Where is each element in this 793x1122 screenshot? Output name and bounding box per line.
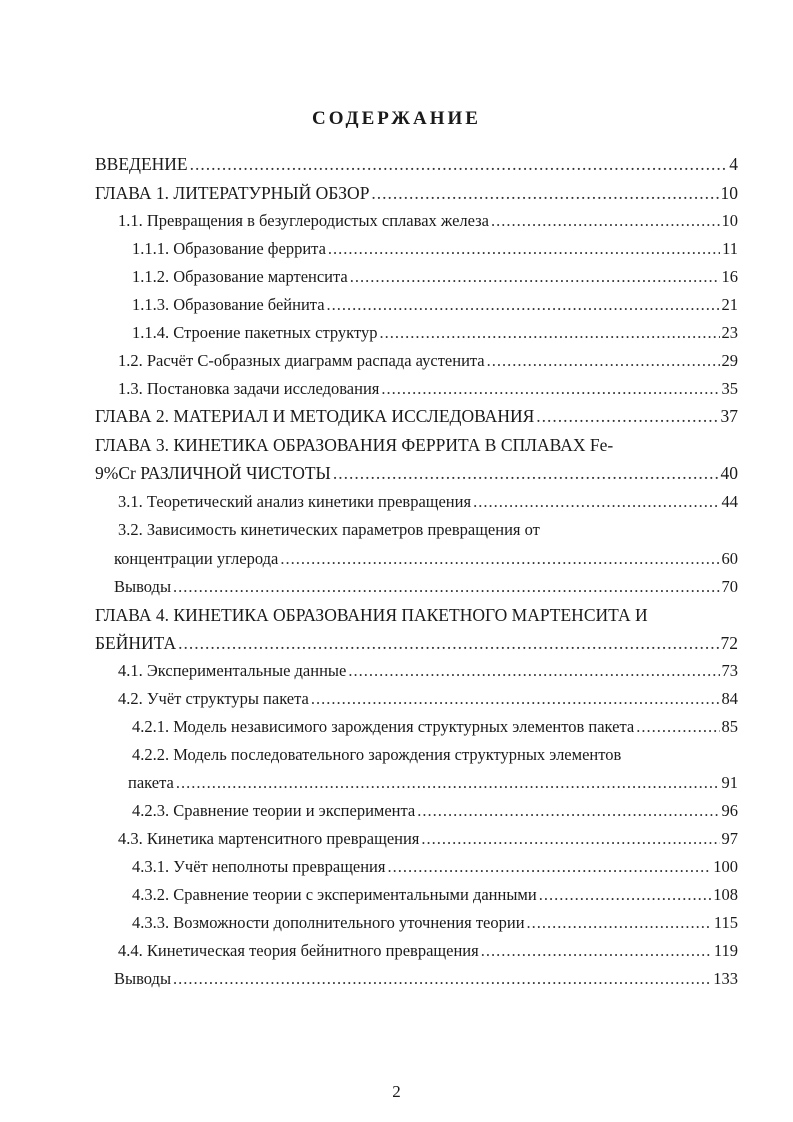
page-number: 2 — [392, 1082, 401, 1101]
toc-entry-chapter-3[interactable] — [95, 431, 738, 459]
toc-leader — [539, 881, 712, 909]
toc-leader — [280, 545, 719, 573]
toc-entry-label: 4.2.3. Сравнение теории и эксперимента — [132, 801, 416, 820]
toc-entry-4-4[interactable] — [118, 937, 738, 965]
toc-entry-page: 91 — [721, 773, 738, 792]
toc-entry-label: ГЛАВА 1. ЛИТЕРАТУРНЫЙ ОБЗОР — [95, 183, 370, 203]
toc-entry-1-3[interactable] — [118, 375, 738, 403]
toc-entry-label: пакета — [128, 773, 174, 792]
toc-entry-4-3[interactable] — [118, 825, 738, 853]
toc-leader — [311, 685, 720, 713]
toc-entry-label: 4.3.3. Возможности дополнительного уточнения теории — [132, 913, 525, 932]
toc-entry-page: 23 — [721, 323, 738, 342]
toc-leader — [417, 797, 719, 825]
toc-entry-page: 73 — [721, 661, 738, 680]
toc-entry-page: 11 — [722, 239, 738, 258]
toc-entry-page: 4 — [729, 154, 738, 174]
toc-entry-conclusions-3[interactable] — [114, 573, 738, 601]
toc-leader — [176, 769, 720, 797]
toc-entry-page: 37 — [720, 406, 738, 426]
toc-entry-label: 4.3. Кинетика мартенситного превращения — [118, 829, 420, 848]
toc-leader — [327, 291, 720, 319]
toc-entry-page: 84 — [721, 689, 738, 708]
toc-entry-1-2[interactable] — [118, 347, 738, 375]
toc-entry-page: 97 — [721, 829, 738, 848]
toc-entry-label: ГЛАВА 4. КИНЕТИКА ОБРАЗОВАНИЯ ПАКЕТНОГО МАРТЕНСИТА И — [95, 605, 648, 625]
toc-entry-page: 29 — [721, 351, 738, 370]
toc-entry-label: 1.1. Превращения в безуглеродистых сплавах железа — [118, 211, 489, 230]
toc-entry-label: БЕЙНИТА — [95, 633, 177, 653]
toc-entry-label: 4.3.2. Сравнение теории с экспериментальными данными — [132, 885, 537, 904]
toc-entry-label: 1.2. Расчёт С-образных диаграмм распада аустенита — [118, 351, 485, 370]
toc-leader — [473, 488, 719, 516]
toc-entry-label: 4.1. Экспериментальные данные — [118, 661, 347, 680]
toc-entry-label: 9%Cr РАЗЛИЧНОЙ ЧИСТОТЫ — [95, 463, 331, 483]
toc-entry-page: 133 — [713, 969, 738, 988]
toc-entry-label: 3.1. Теоретический анализ кинетики превращения — [118, 492, 472, 511]
toc-entry-3-2-cont[interactable] — [114, 545, 738, 573]
toc-entry-4-2-1[interactable] — [132, 713, 738, 741]
toc-leader — [387, 853, 711, 881]
toc-leader — [178, 629, 718, 657]
toc-leader — [527, 909, 712, 937]
toc-leader — [190, 150, 728, 178]
toc-entry-1-1-4[interactable] — [132, 319, 738, 347]
toc-entry-label: 4.2.1. Модель независимого зарождения структурных элементов пакета — [132, 717, 635, 736]
toc-entry-page: 44 — [721, 492, 738, 511]
toc-entry-1-1-3[interactable] — [132, 291, 738, 319]
toc-leader — [328, 235, 720, 263]
toc-entry-page: 85 — [721, 717, 738, 736]
toc-entry-chapter-3-cont[interactable] — [95, 459, 738, 487]
toc-leader — [636, 713, 719, 741]
toc-leader — [371, 179, 718, 207]
toc-entry-label: 1.1.4. Строение пакетных структур — [132, 323, 378, 342]
toc-entry-label: ГЛАВА 3. КИНЕТИКА ОБРАЗОВАНИЯ ФЕРРИТА В СПЛАВАХ Fe- — [95, 435, 614, 455]
toc-entry-page: 70 — [721, 577, 738, 596]
toc-entry-page: 100 — [713, 857, 738, 876]
toc-entry-page: 10 — [721, 211, 738, 230]
toc-entry-label: Выводы — [114, 969, 172, 988]
toc-entry-label: 1.1.3. Образование бейнита — [132, 295, 325, 314]
toc-entry-page: 60 — [721, 549, 738, 568]
toc-entry-1-1-2[interactable] — [132, 263, 738, 291]
page-title: СОДЕРЖАНИЕ — [312, 108, 481, 129]
toc-entry-label: 4.3.1. Учёт неполноты превращения — [132, 857, 386, 876]
toc-entry-conclusions-4[interactable] — [114, 965, 738, 993]
toc-entry-label: 3.2. Зависимость кинетических параметров превращения от — [118, 520, 540, 539]
toc-entry-page: 119 — [713, 941, 738, 960]
toc-leader — [421, 825, 719, 853]
toc-leader — [173, 965, 711, 993]
toc-entry-4-3-3[interactable] — [132, 909, 738, 937]
toc-entry-1-1[interactable] — [118, 207, 738, 235]
toc-leader — [381, 375, 719, 403]
toc-entry-1-1-1[interactable] — [132, 235, 738, 263]
toc-entry-4-2-2-cont[interactable] — [128, 769, 738, 797]
toc-leader — [491, 207, 720, 235]
toc-entry-page: 40 — [720, 463, 738, 483]
toc-entry-4-2-2[interactable] — [132, 741, 738, 769]
toc-leader — [481, 937, 712, 965]
toc-entry-page: 96 — [721, 801, 738, 820]
toc-entry-label: 4.2.2. Модель последовательного зарождения структурных элементов — [132, 745, 622, 764]
toc-entry-page: 10 — [720, 183, 738, 203]
toc-entry-label: 4.4. Кинетическая теория бейнитного превращения — [118, 941, 479, 960]
toc-entry-chapter-4-cont[interactable] — [95, 629, 738, 657]
toc-entry-4-3-1[interactable] — [132, 853, 738, 881]
toc-entry-label: 4.2. Учёт структуры пакета — [118, 689, 309, 708]
toc-entry-3-1[interactable] — [118, 488, 738, 516]
toc-entry-label: концентрации углерода — [114, 549, 279, 568]
toc-entry-label: Выводы — [114, 577, 172, 596]
toc-leader — [379, 319, 719, 347]
toc-entry-page: 21 — [721, 295, 738, 314]
toc-entry-4-2-3[interactable] — [132, 797, 738, 825]
toc-leader — [536, 402, 718, 430]
toc-entry-4-3-2[interactable] — [132, 881, 738, 909]
toc-entry-4-2[interactable] — [118, 685, 738, 713]
toc-leader — [350, 263, 720, 291]
toc-entry-page: 72 — [720, 633, 738, 653]
toc-entry-label: ГЛАВА 2. МАТЕРИАЛ И МЕТОДИКА ИССЛЕДОВАНИЯ — [95, 406, 535, 426]
toc-entry-chapter-1[interactable] — [95, 179, 738, 207]
toc-entry-chapter-2[interactable] — [95, 402, 738, 430]
toc-leader — [348, 657, 719, 685]
toc-entry-3-2[interactable] — [118, 516, 738, 544]
toc-entry-page: 108 — [713, 885, 738, 904]
toc-entry-introduction[interactable] — [95, 150, 738, 178]
toc-leader — [173, 573, 719, 601]
toc-entry-label: 1.1.1. Образование феррита — [132, 239, 326, 258]
toc-leader — [487, 347, 720, 375]
toc-entry-page: 115 — [713, 913, 738, 932]
toc-entry-label: 1.1.2. Образование мартенсита — [132, 267, 348, 286]
toc-leader — [333, 459, 719, 487]
toc-entry-chapter-4[interactable] — [95, 601, 738, 629]
toc-entry-label: 1.3. Постановка задачи исследования — [118, 379, 380, 398]
toc-entry-4-1[interactable] — [118, 657, 738, 685]
toc-entry-page: 35 — [721, 379, 738, 398]
toc-entry-label: ВВЕДЕНИЕ — [95, 154, 188, 174]
toc-entry-page: 16 — [721, 267, 738, 286]
